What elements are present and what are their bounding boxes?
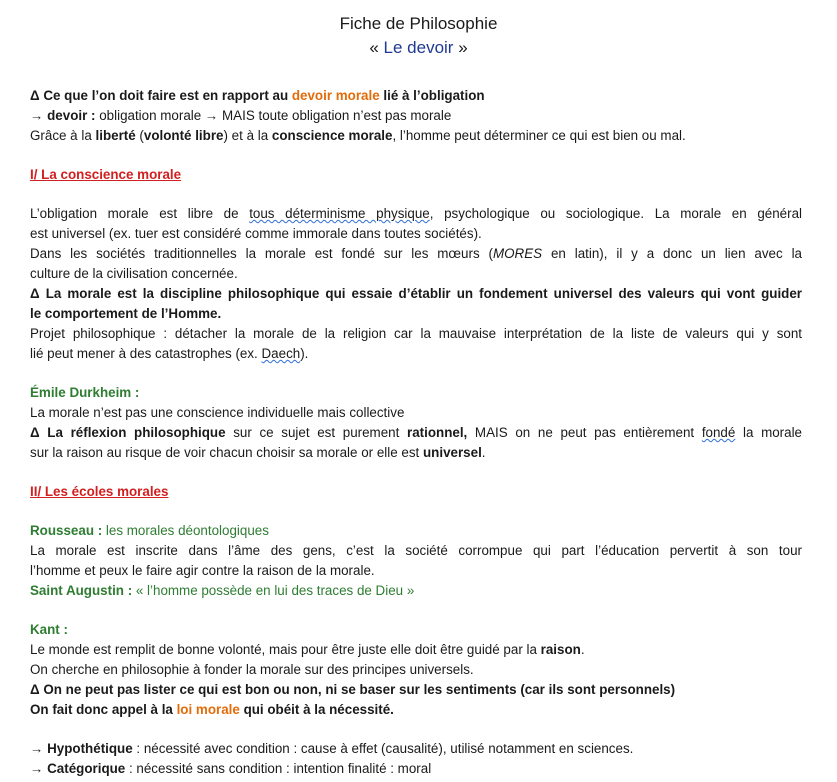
kant-line-2: On cherche en philosophie à fonder la morale sur des principes universels.: [30, 662, 474, 677]
intro-text: Δ Ce que l’on doit faire est en rapport au: [30, 88, 292, 103]
intro-line-2: [30, 106, 802, 126]
term-mores: MORES: [492, 246, 543, 261]
body-text: Le monde est remplit de bonne volonté, mais pour être juste elle doit être guidé par la: [30, 642, 541, 657]
page-subtitle: [0, 38, 837, 58]
section-2-heading: II/ Les écoles morales: [30, 484, 169, 499]
durkheim-line-2: [30, 423, 802, 443]
s1-p1-line-2: est universel (ex. tuer est considéré comme immorale dans toutes sociétés).: [30, 226, 482, 241]
subtitle-word: Le devoir: [383, 38, 454, 57]
subtitle-open-quote: «: [369, 38, 379, 57]
augustin-name: Saint Augustin :: [30, 583, 133, 598]
durkheim-heading: Émile Durkheim :: [30, 385, 140, 400]
body-text: .: [580, 642, 585, 657]
hypothetique-line: [30, 739, 802, 759]
body-text: On fait donc appel à la: [30, 702, 177, 717]
term-universel: universel: [422, 445, 482, 460]
s1-p4-line-2: [30, 344, 802, 364]
durkheim-line-3: [30, 443, 802, 463]
rousseau-subtitle: les morales déontologiques: [102, 523, 269, 538]
term-liberte: liberté: [95, 128, 136, 143]
term-hypothetique: Hypothétique: [47, 741, 133, 756]
term-rationnel: rationnel,: [407, 425, 468, 440]
spellcheck-text: tous déterminisme physique: [249, 206, 430, 221]
body-text: la morale: [735, 425, 803, 440]
term-raison: raison: [540, 642, 581, 657]
s1-p3-line-1: Δ La morale est la discipline philosophique qui essaie d’établir un fondement universel des valeurs qui vont guider: [30, 286, 802, 301]
kant-heading: Kant :: [30, 622, 68, 637]
augustin-line: [30, 581, 802, 601]
highlight-devoir-morale: devoir morale: [291, 88, 380, 103]
spellcheck-daech: Daech: [261, 346, 301, 361]
body-text: , psychologique ou sociologique. La morale en général: [429, 206, 802, 221]
spellcheck-fonde: fondé: [701, 425, 736, 440]
rousseau-heading: [30, 521, 802, 541]
body-text: Dans les sociétés traditionnelles la morale est fondé sur les mœurs (: [30, 246, 493, 261]
term-conscience-morale: conscience morale: [271, 128, 393, 143]
body-text: : nécessité avec condition : cause à effet (causalité), utilisé notamment en sciences.: [132, 741, 634, 756]
highlight-loi-morale: loi morale: [176, 702, 240, 717]
kant-line-4: [30, 700, 802, 720]
body-text: MAIS on ne peut pas entièrement: [467, 425, 702, 440]
term-volonte-libre: volonté libre: [143, 128, 224, 143]
intro-text: Grâce à la: [30, 128, 96, 143]
s1-p3-line-2: le comportement de l’Homme.: [30, 306, 222, 321]
s1-p2-line-1: [30, 244, 802, 264]
body-text: L’obligation morale est libre de: [30, 206, 250, 221]
term-devoir: devoir :: [47, 108, 96, 123]
arrow-text: →: [30, 761, 48, 776]
body-text: ).: [300, 346, 309, 361]
body-text: sur ce sujet est purement: [225, 425, 407, 440]
s1-p1-line-1: [30, 204, 802, 224]
intro-text: ) et à la: [223, 128, 272, 143]
rousseau-name: Rousseau :: [30, 523, 103, 538]
arrow-text: →: [30, 108, 48, 123]
intro-line-1: [30, 86, 802, 106]
intro-text: lié à l’obligation: [379, 88, 485, 103]
s1-p4-line-1: Projet philosophique : détacher la morale de la religion car la mauvaise interprétation de la liste de valeurs qui y sont: [30, 326, 802, 341]
body-text: lié peut mener à des catastrophes (ex.: [30, 346, 262, 361]
body-text: sur la raison au risque de voir chacun choisir sa morale or elle est: [30, 445, 423, 460]
rousseau-line-2: l’homme et peux le faire agir contre la raison de la morale.: [30, 563, 375, 578]
subtitle-close-quote: »: [458, 38, 468, 57]
body-text: en latin), il y a donc un lien avec la: [542, 246, 802, 261]
section-1-heading: I/ La conscience morale: [30, 167, 182, 182]
arrow-text: →: [30, 741, 48, 756]
intro-text: (: [135, 128, 144, 143]
body-text: .: [481, 445, 486, 460]
body-text: : nécessité sans condition : intention finalité : moral: [125, 761, 432, 776]
intro-text: , l’homme peut déterminer ce qui est bien ou mal.: [392, 128, 686, 143]
rousseau-line-1: La morale est inscrite dans l’âme des gens, c’est la société corrompue qui part l’éducation pervertit à son tour: [30, 543, 802, 558]
categorique-line: [30, 759, 802, 779]
page-title: Fiche de Philosophie: [339, 14, 498, 33]
augustin-quote: « l’homme possède en lui des traces de Dieu »: [132, 583, 415, 598]
intro-line-3: [30, 126, 802, 146]
kant-line-3: Δ On ne peut pas lister ce qui est bon ou non, ni se baser sur les sentiments (car ils sont personnels): [30, 682, 676, 697]
kant-line-1: [30, 640, 802, 660]
s1-p2-line-2: culture de la civilisation concernée.: [30, 266, 238, 281]
durkheim-line-1: La morale n’est pas une conscience individuelle mais collective: [30, 405, 405, 420]
intro-text: obligation morale → MAIS toute obligation n’est pas morale: [95, 108, 452, 123]
body-text: qui obéit à la nécessité.: [239, 702, 394, 717]
term-categorique: Catégorique: [47, 761, 126, 776]
term-reflexion: Δ La réflexion philosophique: [30, 425, 226, 440]
